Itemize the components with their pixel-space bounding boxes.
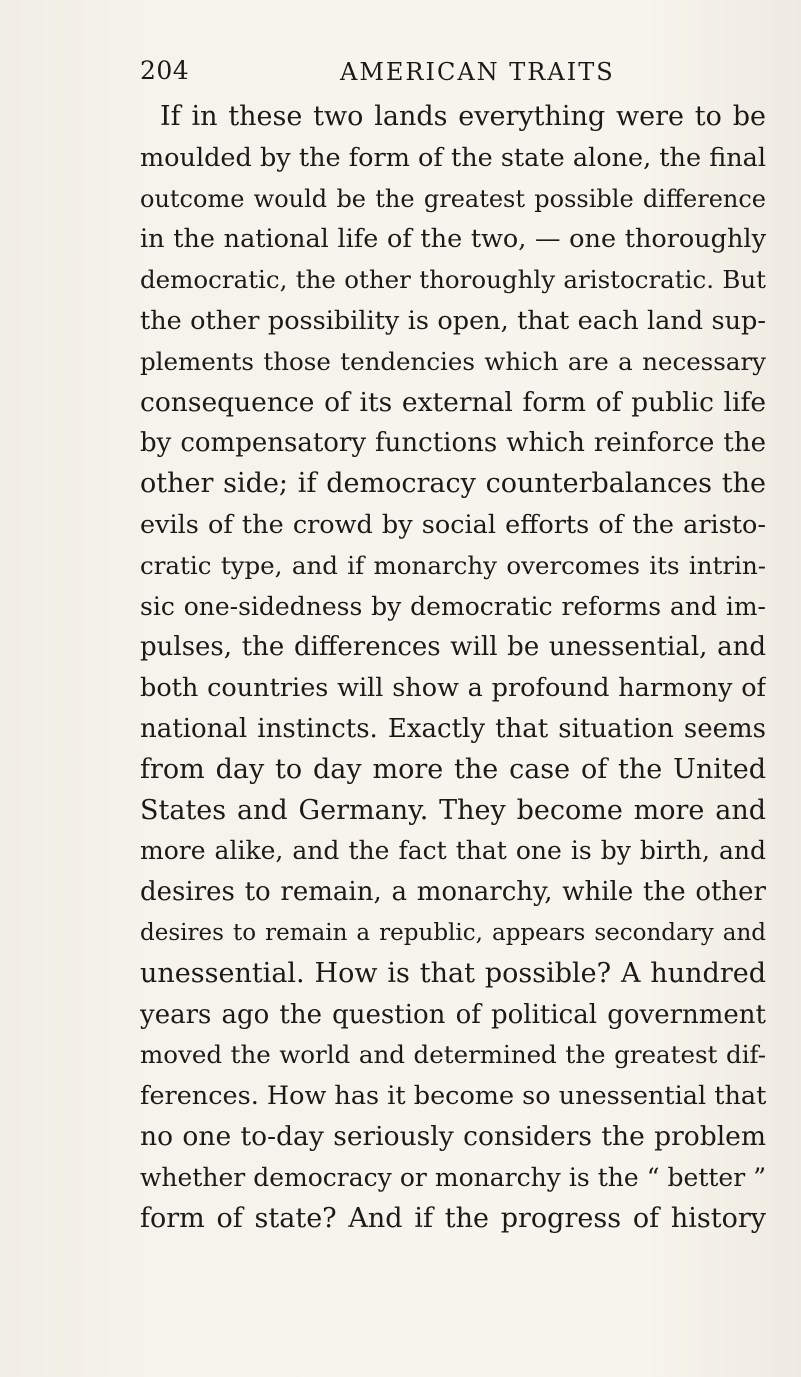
text-line: democratic, the other thoroughly aristocratic. But xyxy=(140,265,766,295)
text-line: no one to-day seriously considers the problem xyxy=(140,1120,766,1152)
text-line: pulses, the differences will be unessential, and xyxy=(140,632,766,663)
text-line: consequence of its external form of public life xyxy=(140,386,766,418)
text-line: States and Germany. They become more and xyxy=(140,794,766,826)
text-line: national instincts. Exactly that situation seems xyxy=(140,713,766,744)
text-line: desires to remain a republic, appears secondary and xyxy=(140,919,766,946)
text-line: sic one-sidedness by democratic reforms and im- xyxy=(140,591,766,621)
text-line: plements those tendencies which are a necessary xyxy=(140,346,766,376)
text-line: moulded by the form of the state alone, the final xyxy=(140,142,766,173)
text-line: in the national life of the two, — one thoroughly xyxy=(140,224,766,255)
text-line: from day to day more the case of the United xyxy=(140,753,766,785)
page-heading: AMERICAN TRAITS xyxy=(340,58,615,86)
text-line: If in these two lands everything were to be xyxy=(160,101,766,132)
text-line: other side; if democracy counterbalances the xyxy=(140,468,766,500)
text-line: ferences. How has it become so unessential that xyxy=(140,1081,766,1112)
text-line: years ago the question of political government xyxy=(140,999,766,1030)
text-line: more alike, and the fact that one is by birth, and xyxy=(140,836,766,866)
text-line: unessential. How is that possible? A hundred xyxy=(140,957,766,989)
page-number: 204 xyxy=(140,56,190,85)
text-line: cratic type, and if monarchy overcomes its intrin- xyxy=(140,550,766,580)
text-line: desires to remain, a monarchy, while the other xyxy=(140,877,766,908)
text-line: outcome would be the greatest possible difference xyxy=(140,184,766,213)
text-line: form of state? And if the progress of history xyxy=(140,1202,766,1234)
running-head xyxy=(0,56,801,96)
body-text xyxy=(140,97,766,1239)
text-line: by compensatory functions which reinforce the xyxy=(140,428,766,459)
text-line: moved the world and determined the greatest dif- xyxy=(140,1040,766,1070)
text-line: evils of the crowd by social efforts of the aristo- xyxy=(140,509,766,540)
text-line: whether democracy or monarchy is the “ better ” xyxy=(140,1162,766,1192)
text-line: both countries will show a profound harmony of xyxy=(140,673,766,704)
text-line: the other possibility is open, that each land sup- xyxy=(140,305,766,336)
